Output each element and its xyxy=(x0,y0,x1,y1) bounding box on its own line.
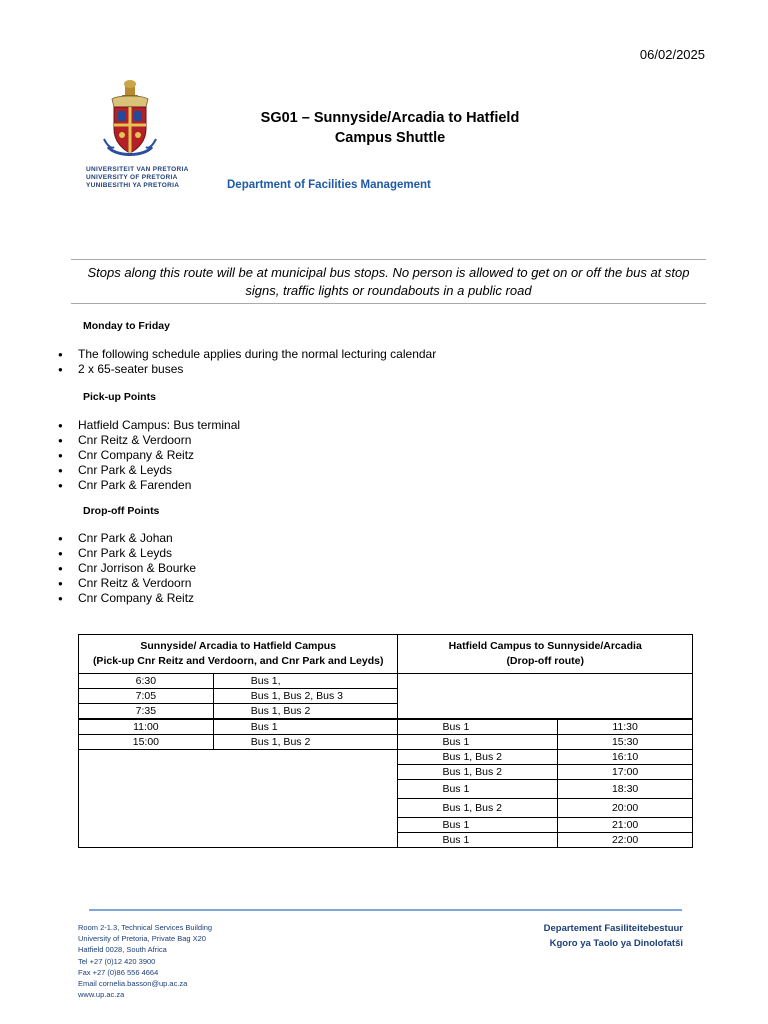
department-name: Department of Facilities Management xyxy=(227,179,431,191)
list-item: ● Cnr Park & Johan xyxy=(58,531,196,546)
website-line: www.up.ac.za xyxy=(78,990,125,1000)
dropoff-buses: Bus 1 xyxy=(398,735,558,750)
dropoff-buses: Bus 1 xyxy=(398,818,558,833)
list-item: ● Cnr Company & Reitz xyxy=(58,591,196,606)
list-item: ● 2 x 65-seater buses xyxy=(58,362,436,377)
pickup-time: 7:05 xyxy=(79,689,214,704)
univ-name-afrikaans: UNIVERSITEIT VAN PRETORIA xyxy=(86,166,189,173)
footer-address xyxy=(78,922,212,1000)
page-title-line1: SG01 – Sunnyside/Arcadia to Hatfield xyxy=(260,110,520,126)
department-afrikaans: Departement Fasiliteitebestuur xyxy=(543,923,683,934)
department-sepedi: Kgoro ya Taolo ya Dinolofatši xyxy=(549,938,683,949)
dropoff-time: 18:30 xyxy=(558,780,693,799)
pickup-buses: Bus 1, Bus 2 xyxy=(213,704,398,720)
phone-line: Tel +27 (0)12 420 3900 xyxy=(78,956,156,966)
return-header: Hatfield Campus to Sunnyside/Arcadia (Drop-off route) xyxy=(398,635,693,674)
dropoff-time: 22:00 xyxy=(558,833,693,848)
document-date: 06/02/2025 xyxy=(639,47,705,62)
list-item: ● Cnr Park & Farenden xyxy=(58,478,240,493)
list-item: ● Hatfield Campus: Bus terminal xyxy=(58,418,240,433)
pickup-buses: Bus 1 xyxy=(213,719,398,735)
empty-cell xyxy=(398,674,693,720)
pickup-buses: Bus 1, Bus 2 xyxy=(213,735,398,750)
pickup-heading: Pick-up Points xyxy=(83,391,156,403)
pickup-time: 11:00 xyxy=(79,719,214,735)
dropoff-time: 15:30 xyxy=(558,735,693,750)
schedule-notes-list xyxy=(58,347,436,377)
empty-cell xyxy=(79,750,398,848)
list-item: ● Cnr Park & Leyds xyxy=(58,463,240,478)
dropoff-time: 21:00 xyxy=(558,818,693,833)
dropoff-buses: Bus 1, Bus 2 xyxy=(398,765,558,780)
table-header-row xyxy=(79,635,693,674)
shuttle-schedule-table xyxy=(78,634,693,848)
univ-name-sepedi: YUNIBESITHI YA PRETORIA xyxy=(86,182,180,189)
dropoff-points-list xyxy=(58,531,196,606)
dropoff-time: 11:30 xyxy=(558,719,693,735)
dropoff-heading: Drop-off Points xyxy=(83,505,160,517)
address-line: Room 2-1.3, Technical Services Building xyxy=(78,923,213,932)
dropoff-buses: Bus 1 xyxy=(398,719,558,735)
address-line: Hatfield 0028, South Africa xyxy=(78,945,167,955)
pickup-buses: Bus 1, Bus 2, Bus 3 xyxy=(213,689,398,704)
dropoff-time: 17:00 xyxy=(558,765,693,780)
email-line: Email cornelia.basson@up.ac.za xyxy=(78,979,188,989)
table-row xyxy=(79,719,693,735)
list-item: ● Cnr Company & Reitz xyxy=(58,448,240,463)
list-item: ● The following schedule applies during the normal lecturing calendar xyxy=(58,347,436,362)
pickup-time: 15:00 xyxy=(79,735,214,750)
route-notice: Stops along this route will be at municipal bus stops. No person is allowed to get on or off the bus at stop signs, traffic lights or roundabouts in a public road xyxy=(71,259,706,304)
pickup-points-list xyxy=(58,418,240,493)
footer-divider xyxy=(89,909,682,911)
outbound-header: Sunnyside/ Arcadia to Hatfield Campus (Pick-up Cnr Reitz and Verdoorn, and Cnr Park and Leyds) xyxy=(79,635,398,674)
dropoff-buses: Bus 1 xyxy=(398,780,558,799)
list-item: ● Cnr Reitz & Verdoorn xyxy=(58,433,240,448)
dropoff-buses: Bus 1, Bus 2 xyxy=(398,799,558,818)
list-item: ● Cnr Reitz & Verdoorn xyxy=(58,576,196,591)
dropoff-buses: Bus 1, Bus 2 xyxy=(398,750,558,765)
univ-name-english: UNIVERSITY OF PRETORIA xyxy=(86,174,178,181)
pickup-time: 6:30 xyxy=(79,674,214,689)
pickup-time: 7:35 xyxy=(79,704,214,720)
pickup-buses: Bus 1, xyxy=(213,674,398,689)
table-row xyxy=(79,735,693,750)
university-name xyxy=(86,166,189,190)
address-line: University of Pretoria, Private Bag X20 xyxy=(78,934,206,944)
list-item: ● Cnr Jorrison & Bourke xyxy=(58,561,196,576)
dropoff-buses: Bus 1 xyxy=(398,833,558,848)
dropoff-time: 16:10 xyxy=(558,750,693,765)
table-row xyxy=(79,674,693,689)
page-title-line2: Campus Shuttle xyxy=(334,130,446,146)
days-heading: Monday to Friday xyxy=(83,320,170,332)
fax-line: Fax +27 (0)86 556 4664 xyxy=(78,967,159,977)
table-row xyxy=(79,750,693,765)
footer-department-translations xyxy=(544,921,683,951)
dropoff-time: 20:00 xyxy=(558,799,693,818)
list-item: ● Cnr Park & Leyds xyxy=(58,546,196,561)
